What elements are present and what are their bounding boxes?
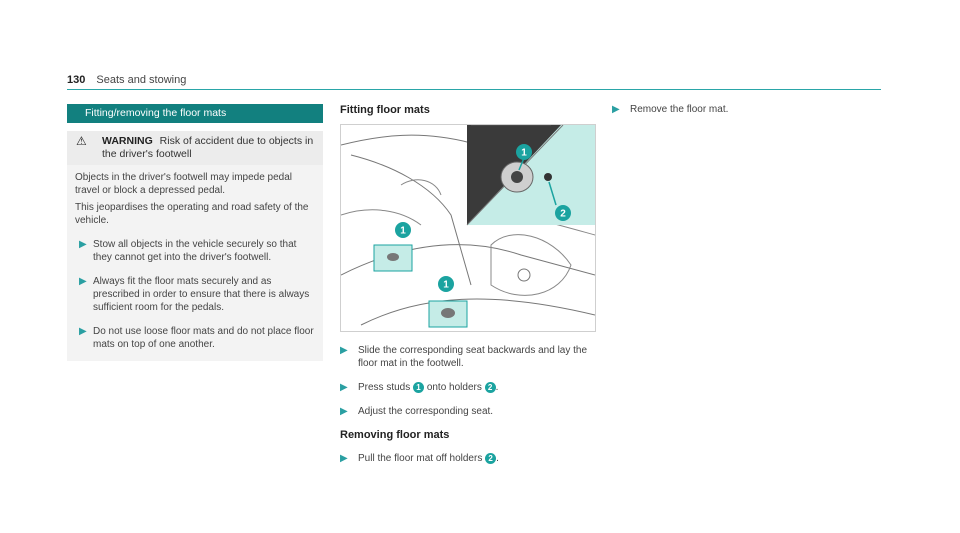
right-column [612,104,872,126]
step-item [340,405,596,418]
floor-mat-figure [340,124,596,332]
left-column [67,104,323,361]
warning-bullet [75,325,315,351]
middle-column [340,104,596,476]
step-text-part: onto holders [426,382,482,393]
section-banner: Fitting/removing the floor mats [67,104,323,123]
bullet-text: Always fit the floor mats securely and as prescribed in order to ensure that there is always sufficient room for the pedals. [93,276,310,313]
running-header [67,74,186,86]
warning-bullet [75,275,315,314]
removing-title: Removing floor mats [340,429,450,441]
fitting-steps [340,344,596,465]
step-text-part: . [495,382,499,393]
arrow-icon: ▶ [340,345,348,356]
step-text: Remove the floor mat. [630,104,729,115]
callout-badge: 2 [485,453,496,464]
warning-label: WARNING [102,135,153,147]
footwell-illustration [341,125,595,331]
arrow-icon: ▶ [612,104,620,115]
arrow-icon: ▶ [340,453,348,464]
warning-paragraph: This jeopardises the operating and road safety of the vehicle. [75,202,309,226]
bullet-text: Do not use loose floor mats and do not place floor mats on top of one another. [93,326,314,350]
step-text: Adjust the corresponding seat. [358,406,494,417]
step-text-part: Press studs [358,382,411,393]
callout-badge: 1 [413,382,424,393]
step-item [612,104,872,115]
fitting-title: Fitting floor mats [340,104,430,116]
warning-header [67,131,323,165]
header-rule [67,89,881,90]
warning-box [67,131,323,361]
arrow-icon: ▶ [79,239,87,250]
warning-bullet [75,238,315,264]
figure-callout: 2 [560,208,566,220]
arrow-icon: ▶ [340,382,348,393]
warning-body [67,165,323,361]
step-text-part: . [496,453,499,464]
warning-triangle-icon: ⚠ [76,134,87,148]
arrow-icon: ▶ [79,276,87,287]
step-text: Slide the corresponding seat backwards and lay the floor mat in the footwell. [358,345,588,369]
figure-callout: 1 [521,147,527,159]
step-item [340,452,596,465]
step-text [358,452,596,465]
arrow-icon: ▶ [340,406,348,417]
section-name: Seats and stowing [96,74,187,86]
step-item [340,381,596,394]
arrow-icon: ▶ [79,326,87,337]
step-text [358,381,596,394]
step-item [340,344,596,370]
bullet-text: Stow all objects in the vehicle securely so that they cannot get into the driver's footwell. [93,239,297,263]
page-number: 130 [67,74,86,86]
step-text-part: Pull the floor mat off holders [358,453,483,464]
figure-callout: 1 [443,279,449,291]
figure-callout: 1 [400,225,406,237]
warning-paragraph: Objects in the driver's footwell may impede pedal travel or block a depressed pedal. [75,172,293,196]
warning-summary: Risk of accident due to objects in the driver's footwell [102,135,314,160]
callout-badge: 2 [485,382,496,393]
